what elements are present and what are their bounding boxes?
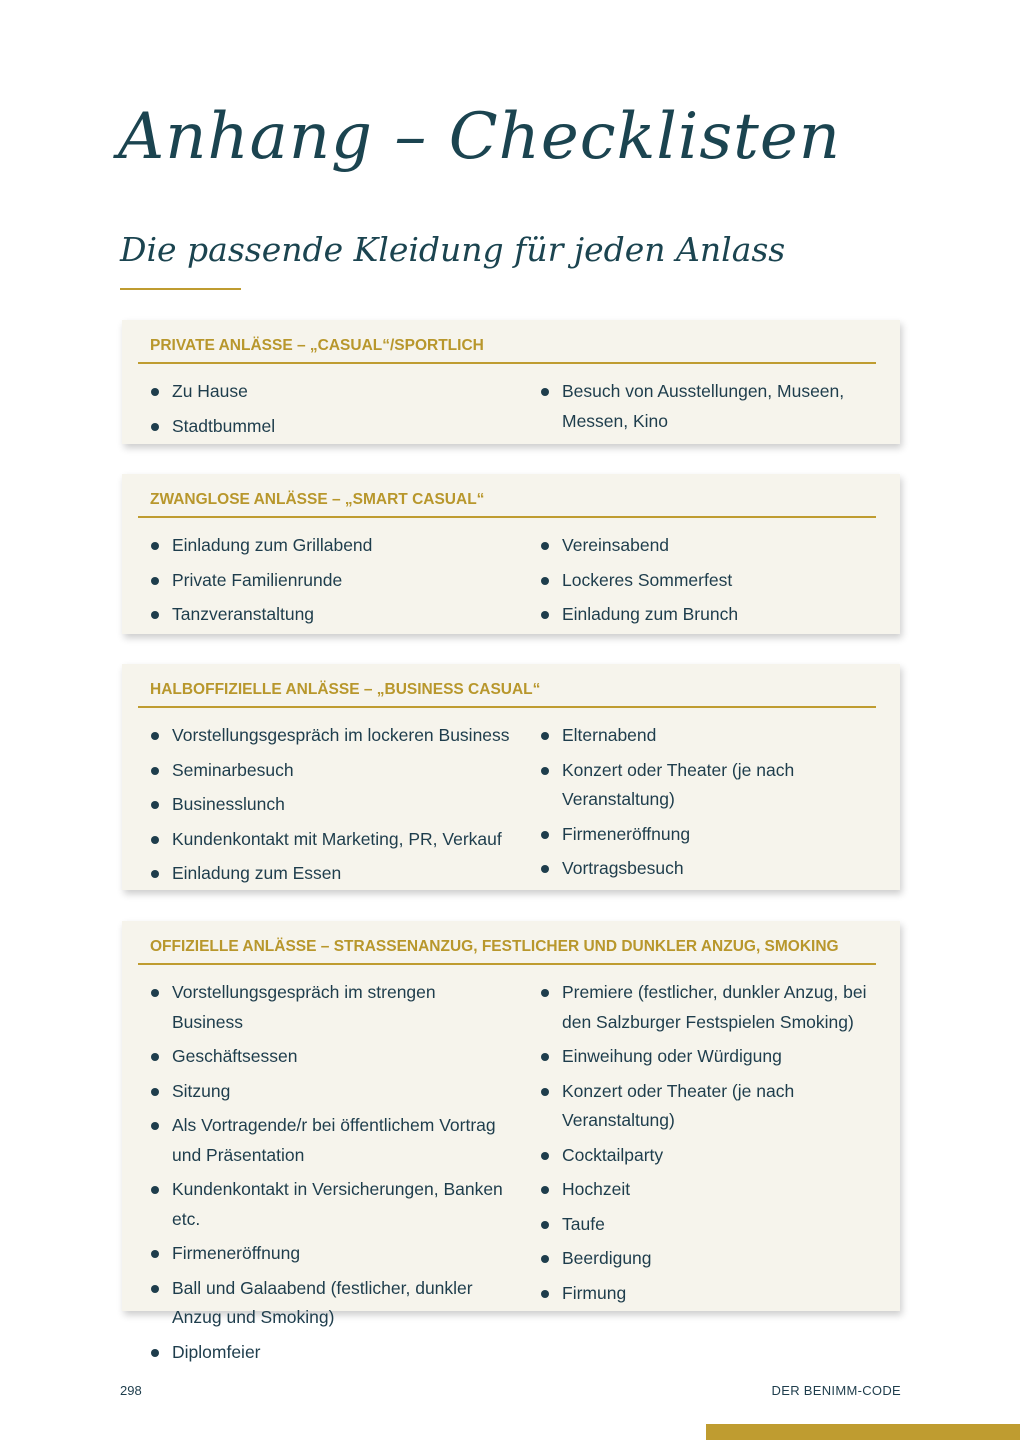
section-divider <box>138 963 876 965</box>
section-heading: OFFIZIELLE ANLÄSSE – STRASSENANZUG, FESTLICHER UND DUNKLER ANZUG, SMOKING <box>150 938 839 955</box>
list-item: Firmeneröffnung <box>150 1239 510 1269</box>
list-item: Konzert oder Theater (je nach Veranstaltung) <box>540 756 870 815</box>
section-divider <box>138 516 876 518</box>
list-item: Einladung zum Essen <box>150 859 510 889</box>
list-item: Firmung <box>540 1279 870 1309</box>
list-item: Besuch von Ausstellungen, Museen, Messen, Kino <box>540 377 870 436</box>
section-divider <box>138 362 876 364</box>
list-item: Taufe <box>540 1210 870 1240</box>
list-item: Private Familienrunde <box>150 566 510 596</box>
section-casual <box>122 320 900 444</box>
list-item: Diplomfeier <box>150 1338 510 1368</box>
list-item: Hochzeit <box>540 1175 870 1205</box>
list-item: Vorstellungsgespräch im strengen Business <box>150 978 510 1037</box>
running-footer-title: DER BENIMM-CODE <box>771 1383 901 1398</box>
list-column-left <box>150 377 510 446</box>
list-item: Premiere (festlicher, dunkler Anzug, bei den Salzburger Festspielen Smoking) <box>540 978 870 1037</box>
list-item: Kundenkontakt in Versicherungen, Banken etc. <box>150 1175 510 1234</box>
list-item: Stadtbummel <box>150 412 510 442</box>
list-item: Sitzung <box>150 1077 510 1107</box>
list-item: Tanzveranstaltung <box>150 600 510 630</box>
section-official <box>122 921 900 1362</box>
list-item: Kundenkontakt mit Marketing, PR, Verkauf <box>150 825 510 855</box>
list-item: Elternabend <box>540 721 870 751</box>
list-item: Vorstellungsgespräch im lockeren Business <box>150 721 510 751</box>
list-item: Beerdigung <box>540 1244 870 1274</box>
list-item: Businesslunch <box>150 790 510 820</box>
list-item: Zu Hause <box>150 377 510 407</box>
section-heading: ZWANGLOSE ANLÄSSE – „SMART CASUAL“ <box>150 491 485 508</box>
list-item: Seminarbesuch <box>150 756 510 786</box>
section-smart-casual <box>122 474 900 634</box>
list-item: Firmeneröffnung <box>540 820 870 850</box>
list-column-left <box>150 978 510 1372</box>
list-column-right <box>540 377 870 441</box>
list-item: Einladung zum Brunch <box>540 600 870 630</box>
list-item: Cocktailparty <box>540 1141 870 1171</box>
list-item: Einladung zum Grillabend <box>150 531 510 561</box>
list-column-left <box>150 721 510 894</box>
page-number: 298 <box>120 1383 142 1398</box>
list-item: Geschäftsessen <box>150 1042 510 1072</box>
list-column-right <box>540 721 870 889</box>
decorative-corner-bar <box>706 1424 1020 1440</box>
list-item: Als Vortragende/r bei öffentlichem Vortrag und Präsentation <box>150 1111 510 1170</box>
list-column-right <box>540 531 870 635</box>
subtitle-underline <box>120 288 241 290</box>
section-heading: HALBOFFIZIELLE ANLÄSSE – „BUSINESS CASUAL“ <box>150 681 541 698</box>
list-column-left <box>150 531 510 635</box>
section-heading: PRIVATE ANLÄSSE – „CASUAL“/SPORTLICH <box>150 337 484 354</box>
list-column-right <box>540 978 870 1313</box>
section-divider <box>138 706 876 708</box>
list-item: Konzert oder Theater (je nach Veranstaltung) <box>540 1077 870 1136</box>
section-business-casual <box>122 664 900 890</box>
list-item: Ball und Galaabend (festlicher, dunkler Anzug und Smoking) <box>150 1274 510 1333</box>
list-item: Vereinsabend <box>540 531 870 561</box>
page-subtitle: Die passende Kleidung für jeden Anlass <box>120 230 786 269</box>
list-item: Einweihung oder Würdigung <box>540 1042 870 1072</box>
list-item: Lockeres Sommerfest <box>540 566 870 596</box>
page-title: Anhang – Checklisten <box>118 100 841 174</box>
list-item: Vortragsbesuch <box>540 854 870 884</box>
